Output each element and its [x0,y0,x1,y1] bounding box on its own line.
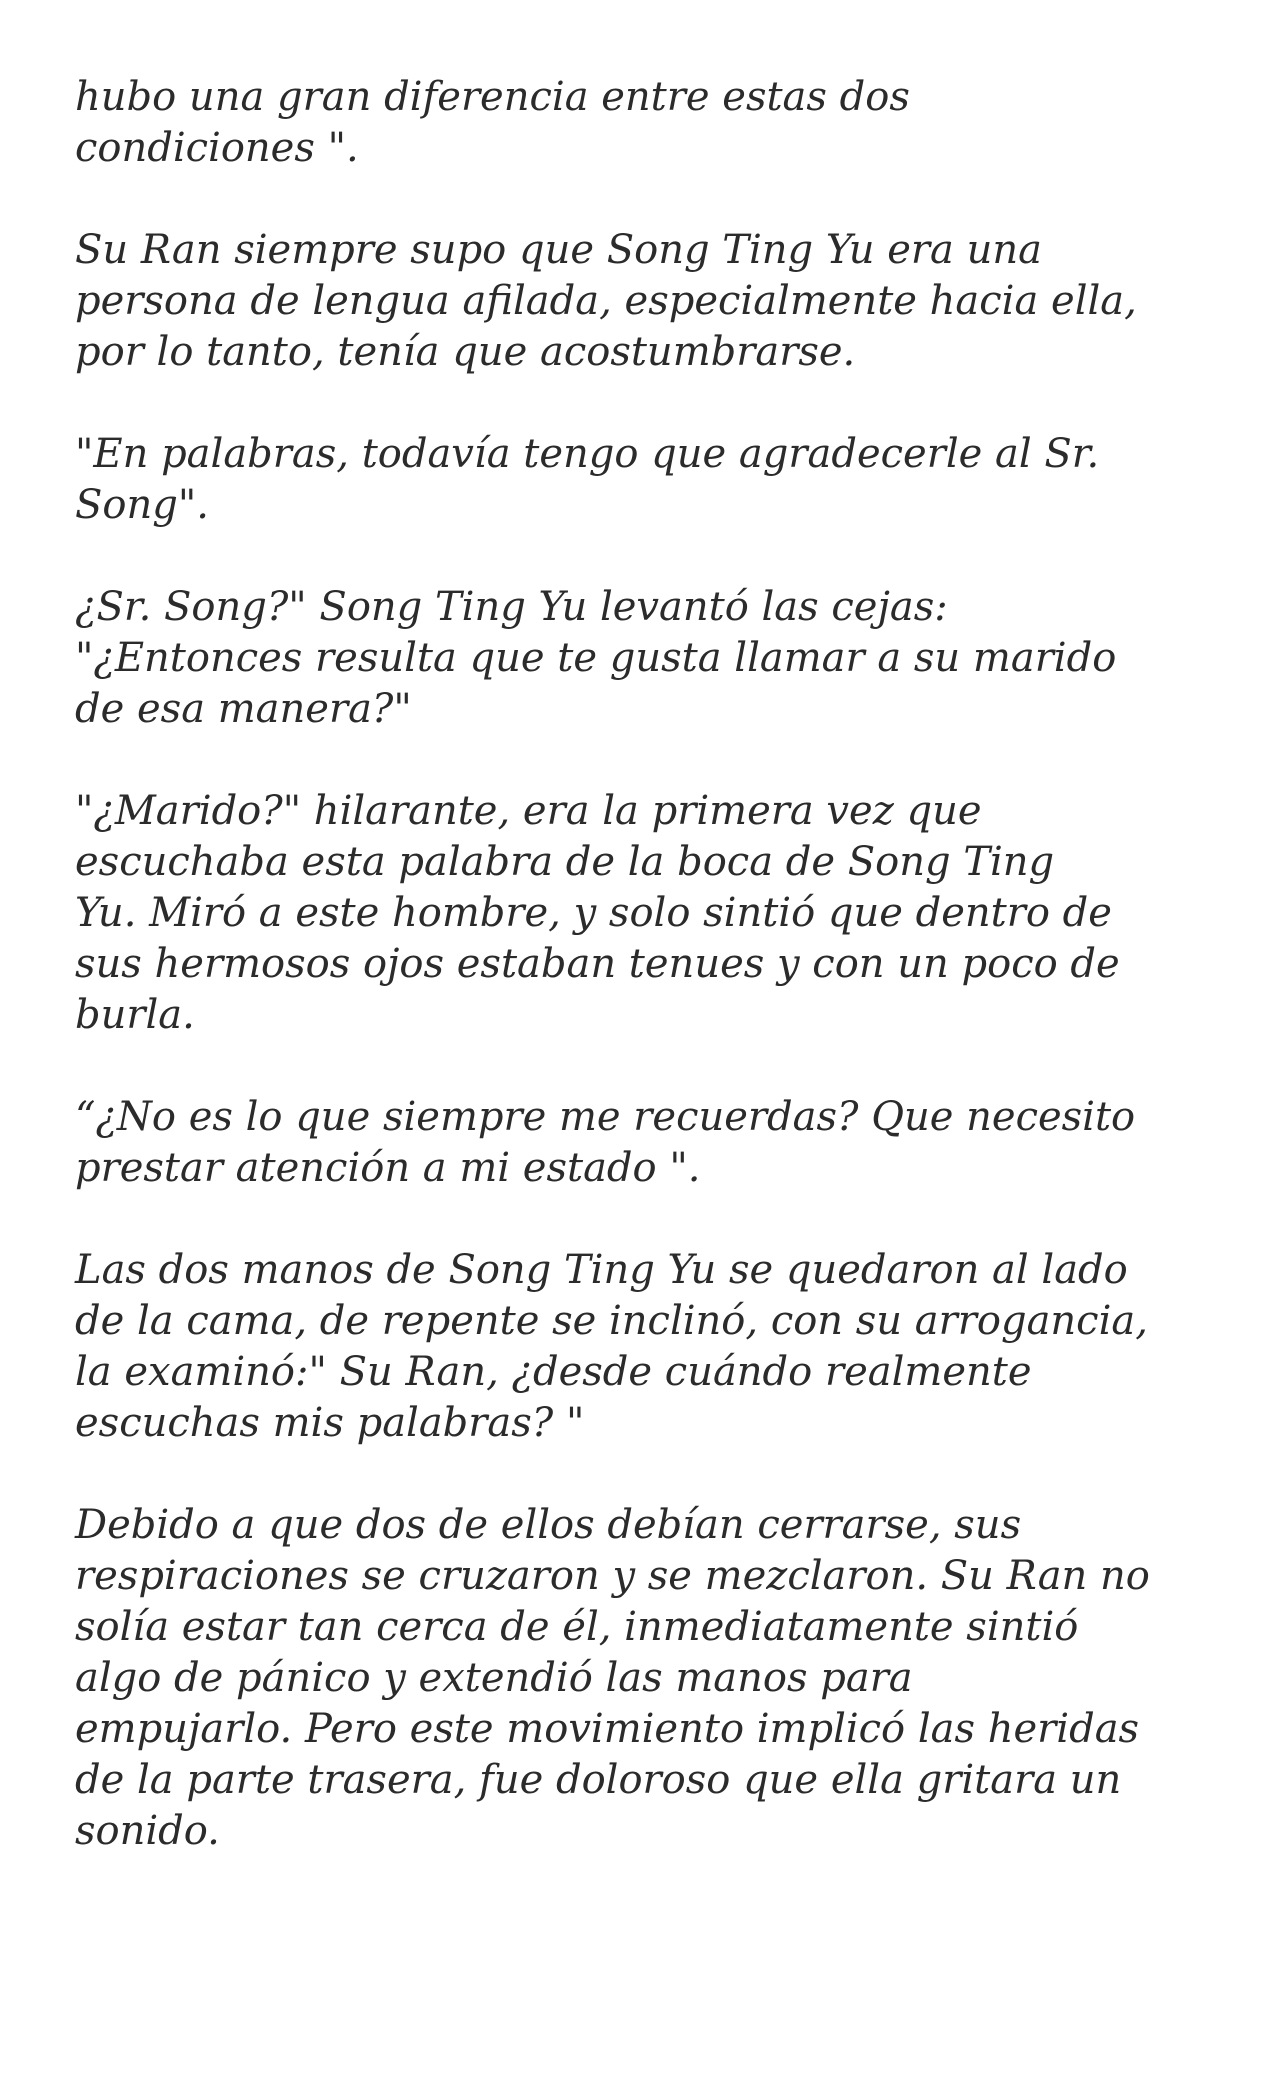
paragraph-7: Las dos manos de Song Ting Yu se quedaron al lado de la cama, de repente se inclinó, con su arrogancia, la examinó:" Su Ran, ¿desde cuándo realmente escuchas mis palabras? " [75,1247,1148,1446]
paragraph-2: Su Ran siempre supo que Song Ting Yu era una persona de lengua afilada, especialmente hacia ella, por lo tanto, tenía que acostumbrarse. [75,227,1137,375]
paragraph-1: hubo una gran diferencia entre estas dos condiciones ". [75,74,910,171]
paragraph-5: "¿Marido?" hilarante, era la primera vez que escuchaba esta palabra de la boca de Song Ting Yu. Miró a este hombre, y solo sintió que dentro de sus hermosos ojos estaban tenues y con un poco de burla. [75,788,1120,1038]
paragraph-4: ¿Sr. Song?" Song Ting Yu levantó las cejas: "¿Entonces resulta que te gusta llamar a su marido de esa manera?" [75,584,1117,732]
paragraph-8: Debido a que dos de ellos debían cerrarse, sus respiraciones se cruzaron y se mezclaron. Su Ran no solía estar tan cerca de él, inmediatamente sintió algo de pánico y extendió las manos para empujarlo. Pero este movimiento implicó las heridas de la parte trasera, fue doloroso que ella gritara un sonido. [75,1502,1150,1854]
paragraph-6: “¿No es lo que siempre me recuerdas? Que necesito prestar atención a mi estado ". [75,1094,1136,1191]
paragraph-3: "En palabras, todavía tengo que agradecerle al Sr. Song". [75,431,1100,528]
document-page [75,72,1205,1908]
